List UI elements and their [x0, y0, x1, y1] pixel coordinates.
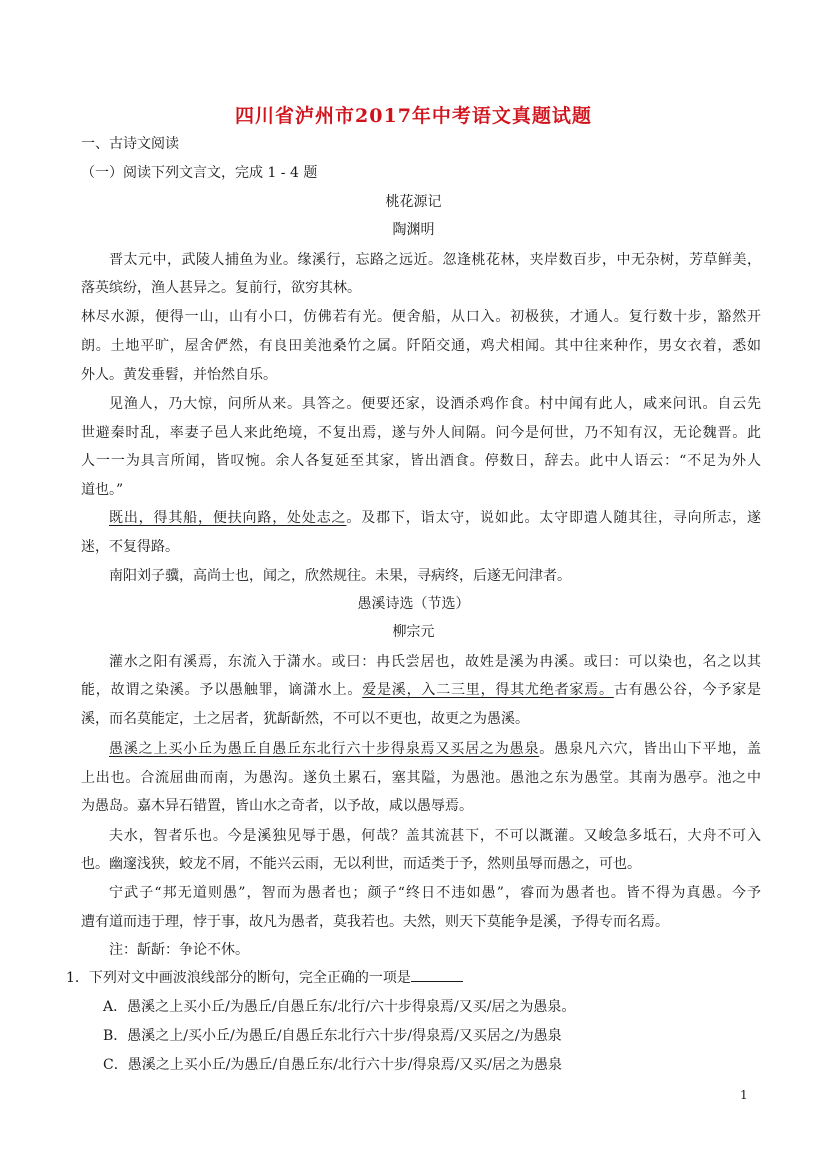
passage2-line: 也。幽邃浅狭，蛟龙不屑，不能兴云雨，无以利世，而适类于予，然则虽辱而愚之，可也。 — [81, 856, 641, 872]
passage2-line: 夫水，智者乐也。今是溪独见辱于愚，何哉？盖其流甚下，不可以溉灌。又峻急多坻石，大舟不可入 — [109, 828, 761, 844]
text-segment: 。愚泉凡六穴，皆出山下平地，盖 — [539, 741, 762, 757]
answer-blank[interactable] — [411, 968, 463, 982]
passage2-line — [81, 739, 761, 759]
passage2-line — [81, 680, 761, 700]
passage1-line: 外人。黄发垂髫，并怡然自乐。 — [81, 367, 277, 383]
passage2-line: 上出也。合流屈曲而南，为愚沟。遂负土累石，塞其隘，为愚池。愚池之东为愚堂。其南为愚亭。池之中 — [81, 770, 761, 786]
passage1-author: 陶渊明 — [392, 222, 435, 238]
passage1-line: 道也。” — [81, 482, 124, 498]
option-c: C．愚溪之上买小丘/为愚丘/自愚丘东/北行六十步/得泉焉/又买/居之为愚泉 — [103, 1057, 563, 1073]
passage2-line: 灌水之阳有溪焉，东流入于潇水。或曰：冉氏尝居也，故姓是溪为冉溪。或曰：可以染也，名之以其 — [109, 654, 761, 670]
passage2-title: 愚溪诗选（节选） — [357, 596, 470, 612]
part-heading: （一）阅读下列文言文，完成 1 - 4 题 — [81, 165, 318, 181]
passage1-line: 朗。土地平旷，屋舍俨然，有良田美池桑竹之属。阡陌交通，鸡犬相闻。其中往来种作，男女衣着，悉如 — [81, 338, 761, 354]
section-heading: 一、古诗文阅读 — [81, 136, 179, 152]
page-number: 1 — [740, 1088, 748, 1102]
passage1-line: 世避秦时乱，率妻子邑人来此绝境，不复出焉，遂与外人间隔。问今是何世，乃不知有汉，无论魏晋。此 — [81, 425, 761, 441]
passage2-line: 遭有道而违于理，悖于事，故凡为愚者，莫我若也。夫然，则天下莫能争是溪，予得专而名焉。 — [81, 914, 669, 930]
passage1-line: 林尽水源，便得一山，山有小口，仿佛若有光。便舍船，从口入。初极狭，才通人。复行数十步，豁然开 — [81, 309, 761, 325]
passage2-note: 注：龂龂：争论不休。 — [109, 942, 249, 958]
passage1-line: 人一一为具言所闻，皆叹惋。余人各复延至其家，皆出酒食。停数日，辞去。此中人语云：“不足为外人 — [81, 453, 761, 469]
text-segment: 古有愚公谷，今予家是 — [613, 682, 762, 698]
passage2-line: 溪，而名莫能定，土之居者，犹龂龂然，不可以不更也，故更之为愚溪。 — [81, 711, 529, 727]
passage2-author: 柳宗元 — [392, 624, 435, 640]
question-stem — [66, 968, 746, 988]
option-a: A．愚溪之上买小丘/为愚丘/自愚丘东/北行/六十步得泉焉/又买/居之为愚泉。 — [103, 999, 576, 1015]
passage2-line: 宁武子“邦无道则愚”，智而为愚者也；颜子“终日不违如愚”，睿而为愚者也。皆不得为真愚。今予 — [109, 885, 761, 901]
passage1-line: 落英缤纷，渔人甚异之。复前行，欲穷其林。 — [81, 280, 361, 296]
passage1-title: 桃花源记 — [385, 194, 442, 210]
option-b: B．愚溪之上/买小丘/为愚丘/自愚丘东北行六十步/得泉焉/又买居之/为愚泉 — [103, 1028, 562, 1044]
passage1-line: 南阳刘子骥，高尚士也，闻之，欣然规往。未果，寻病终，后遂无问津者。 — [109, 568, 571, 584]
passage1-line: 晋太元中，武陵人捕鱼为业。缘溪行，忘路之远近。忽逢桃花林，夹岸数百步，中无杂树，芳草鲜美， — [109, 252, 761, 268]
underlined-sentence: 爱是溪，入二三里，得其尤绝者家焉。 — [362, 682, 614, 698]
passage1-line-underlined — [81, 508, 761, 528]
document-title: 四川省泸州市2017年中考语文真题试题 — [235, 105, 592, 127]
passage1-line: 见渔人，乃大惊，问所从来。具答之。便要还家，设酒杀鸡作食。村中闻有此人，咸来问讯。自云先 — [109, 396, 761, 412]
text-segment: 能，故谓之染溪。予以愚触罪，谪潇水上。 — [81, 682, 363, 698]
passage1-line: 迷，不复得路。 — [81, 539, 179, 555]
wavy-underlined-sentence: 愚溪之上买小丘为愚丘自愚丘东北行六十步得泉焉又买居之为愚泉 — [109, 741, 540, 757]
question-text: 1．下列对文中画波浪线部分的断句，完全正确的一项是 — [66, 970, 411, 986]
sentence-continuation: 。及郡下，诣太守，说如此。太守即遣人随其往，寻向所志，遂 — [346, 510, 762, 526]
passage2-line: 为愚岛。嘉木异石错置，皆山水之奇者，以予故，咸以愚辱焉。 — [81, 798, 473, 814]
underlined-sentence: 既出，得其船，便扶向路，处处志之 — [109, 510, 347, 526]
